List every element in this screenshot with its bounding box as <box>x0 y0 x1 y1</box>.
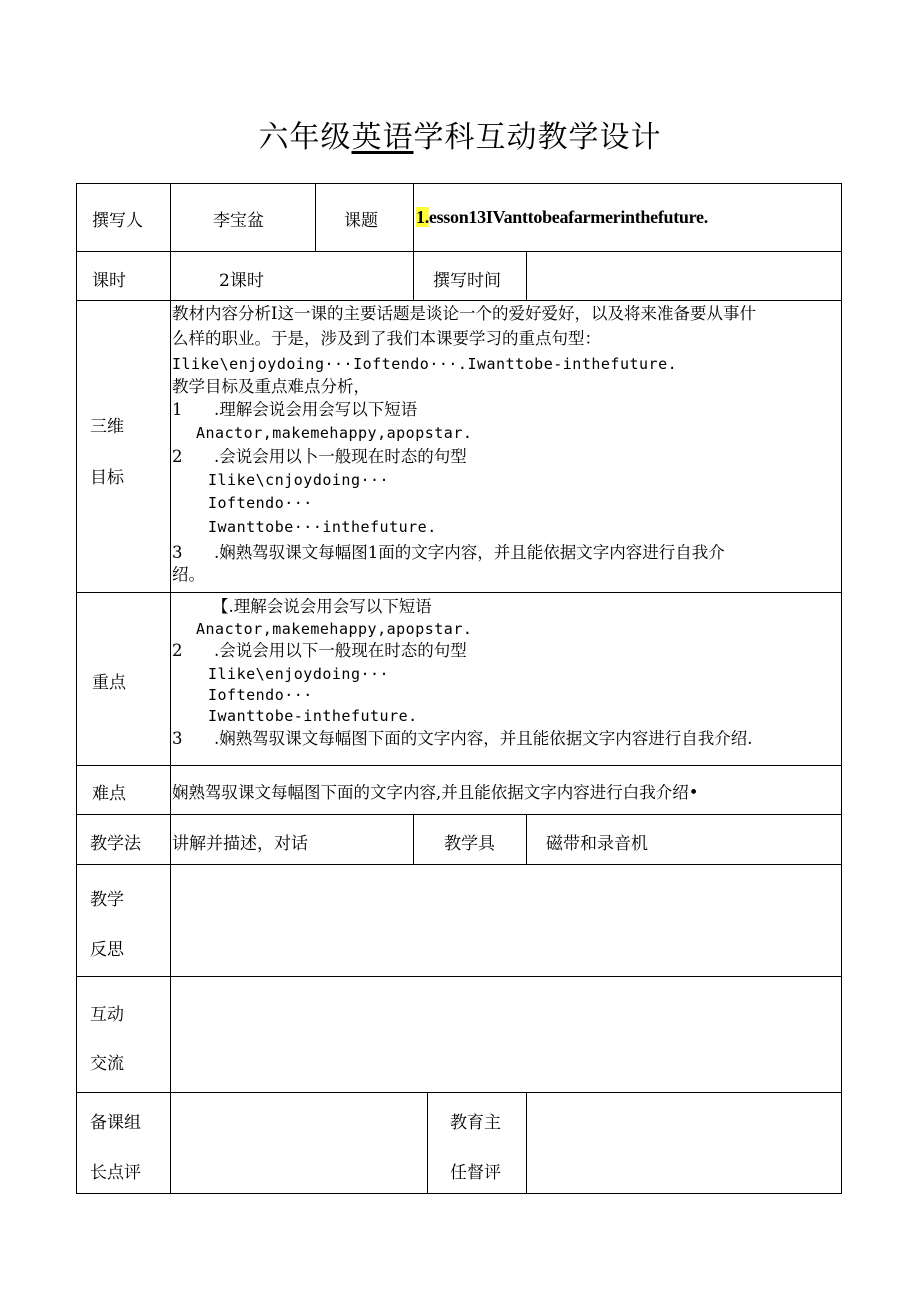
keypoints-line: Ilike\enjoydoing··· <box>208 665 390 683</box>
column-divider <box>170 183 171 1194</box>
method-value: 讲解并描述，对话 <box>172 834 308 854</box>
tools-label: 教学具 <box>444 834 495 854</box>
row-divider <box>76 864 842 865</box>
column-divider <box>526 251 527 300</box>
goals-line: 2 .会说会用以卜一般现在时态的句型 <box>172 447 467 466</box>
difficulty-label: 难点 <box>92 784 126 804</box>
goals-line: 么样的职业。于是，涉及到了我们本课要学习的重点句型： <box>172 329 601 348</box>
write-time-label: 撰写时间 <box>433 271 501 291</box>
title-subject: 英语 <box>351 120 414 155</box>
column-divider <box>413 183 414 251</box>
tools-value: 磁带和录音机 <box>546 834 648 854</box>
keypoints-line: 【.理解会说会用会写以下短语 <box>212 597 432 616</box>
period-label: 课时 <box>92 271 126 291</box>
column-divider <box>315 183 316 251</box>
row-divider <box>76 251 842 252</box>
topic-highlight: 1. <box>416 207 429 227</box>
reflection-label-line2: 反思 <box>90 940 124 960</box>
topic-text: esson13IVanttobeafarmerinthefuture. <box>428 207 708 227</box>
keypoints-line: Iwanttobe-inthefuture. <box>208 707 418 725</box>
row-divider <box>76 300 842 301</box>
goals-label-line1: 三维 <box>90 417 124 437</box>
reflection-label-line1: 教学 <box>90 890 124 910</box>
difficulty-value: 娴熟驾驭课文每幅图下面的文字内容,并且能依据文字内容进行白我介绍• <box>172 783 699 802</box>
row-divider <box>76 1092 842 1093</box>
interaction-label-line1: 互动 <box>90 1005 124 1025</box>
column-divider <box>413 814 414 864</box>
keypoints-line: 3 .娴熟驾驭课文每幅图下面的文字内容，并且能依据文字内容进行自我介绍. <box>172 729 753 748</box>
column-divider <box>526 814 527 864</box>
goals-line: 教材内容分析I这一课的主要话题是谈论一个的爱好爱好，以及将来准备要从事什 <box>172 304 757 323</box>
goals-line: Ioftendo··· <box>208 494 313 512</box>
goals-line: 1 .理解会说会用会写以下短语 <box>172 400 418 419</box>
period-value: 2课时 <box>219 271 264 291</box>
interaction-label-line2: 交流 <box>90 1054 124 1074</box>
title-prefix: 六年级 <box>258 120 352 155</box>
keypoints-label: 重点 <box>92 673 126 693</box>
goals-line: Ilike\cnjoydoing··· <box>208 471 390 489</box>
column-divider <box>413 251 414 300</box>
goals-line: Anactor,makemehappy,apopstar. <box>196 424 473 442</box>
review-label-line1: 备课组 <box>90 1113 141 1133</box>
goals-label-line2: 目标 <box>90 468 124 488</box>
keypoints-line: 2 .会说会用以下一般现在时态的句型 <box>172 641 467 660</box>
row-divider <box>76 592 842 593</box>
author-label: 撰写人 <box>92 211 143 231</box>
keypoints-line: Anactor,makemehappy,apopstar. <box>196 620 473 638</box>
goals-line: 教学目标及重点难点分析， <box>172 377 370 396</box>
row-divider <box>76 765 842 766</box>
column-divider <box>427 1092 428 1194</box>
goals-line: 绍。 <box>172 565 205 584</box>
row-divider <box>76 814 842 815</box>
document-title <box>0 112 920 156</box>
method-label: 教学法 <box>90 834 141 854</box>
keypoints-line: Ioftendo··· <box>208 686 313 704</box>
director-label-line1: 教育主 <box>450 1113 501 1133</box>
director-label-line2: 任督评 <box>450 1163 501 1183</box>
topic-value <box>416 207 708 228</box>
column-divider <box>526 1092 527 1194</box>
row-divider <box>76 976 842 977</box>
title-suffix: 学科互动教学设计 <box>413 120 662 155</box>
goals-line: Iwanttobe···inthefuture. <box>208 518 437 536</box>
topic-label: 课题 <box>344 211 378 231</box>
author-value: 李宝盆 <box>213 211 264 231</box>
review-label-line2: 长点评 <box>90 1163 141 1183</box>
goals-line: 3 .娴熟驾驭课文每幅图1面的文字内容，并且能依据文字内容进行自我介 <box>172 543 725 562</box>
goals-line: Ilike\enjoydoing···Ioftendo···.Iwanttobe-inthefuture. <box>172 355 678 373</box>
